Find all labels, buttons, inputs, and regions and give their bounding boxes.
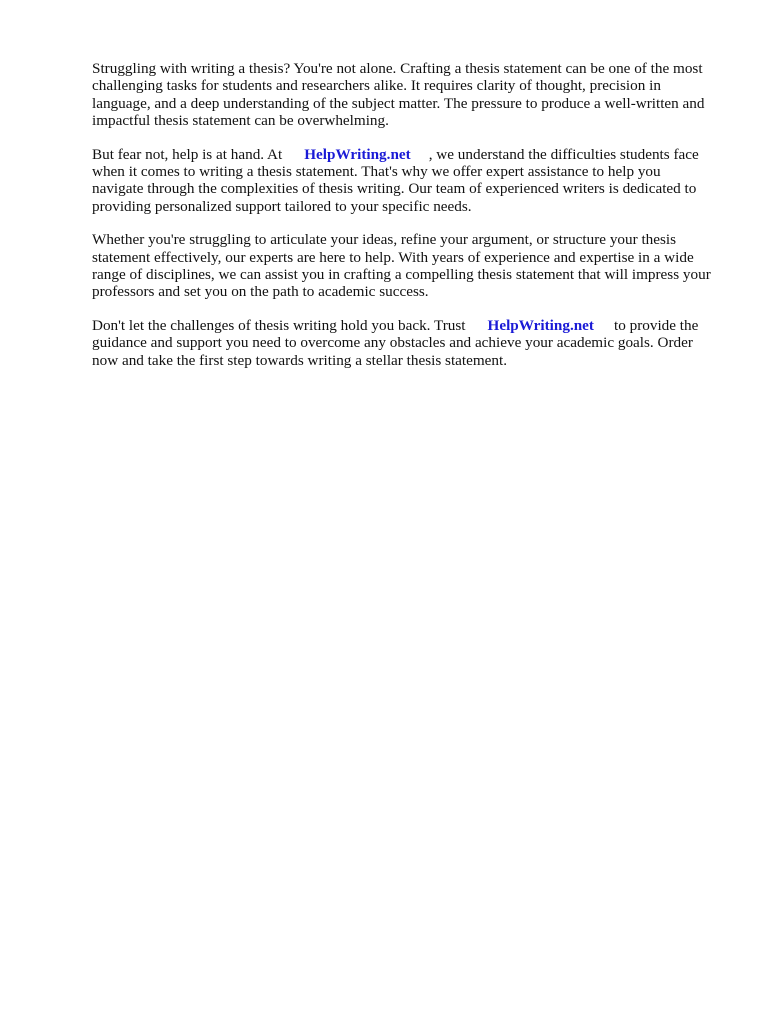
text-line: language, and a deep understanding of the subject matter. The pressure to produce a well-written and	[92, 94, 705, 112]
text-line	[92, 317, 732, 334]
text-line: statement effectively, our experts are here to help. With years of experience and expertise in a wide	[92, 248, 694, 266]
text-line: Struggling with writing a thesis? You're not alone. Crafting a thesis statement can be one of the most	[92, 60, 703, 77]
text-line: now and take the first step towards writing a stellar thesis statement.	[92, 351, 508, 369]
text-line: range of disciplines, we can assist you in crafting a compelling thesis statement that will impress your	[92, 266, 711, 284]
document-body	[92, 60, 732, 385]
paragraph-intro	[92, 60, 732, 130]
text-line: Whether you're struggling to articulate your ideas, refine your argument, or structure your thesis	[92, 231, 677, 249]
text-line: navigate through the complexities of thesis writing. Our team of experienced writers is dedicated to	[92, 180, 697, 198]
paragraph-call-to-action	[92, 317, 732, 369]
text-fragment: , we understand the difficulties students face	[428, 145, 699, 163]
text-fragment: Don't let the challenges of thesis writing hold you back. Trust	[92, 316, 466, 334]
text-line	[92, 146, 732, 163]
text-line: impactful thesis statement can be overwhelming.	[92, 112, 389, 130]
text-line: professors and set you on the path to academic success.	[92, 283, 429, 301]
text-line: guidance and support you need to overcome any obstacles and achieve your academic goals. Order	[92, 334, 693, 352]
text-line: when it comes to writing a thesis statement. That's why we offer expert assistance to help you	[92, 163, 661, 181]
helpwriting-link[interactable]: HelpWriting.net	[487, 316, 594, 334]
text-fragment: to provide the	[614, 316, 699, 334]
paragraph-help	[92, 146, 732, 216]
text-line: challenging tasks for students and researchers alike. It requires clarity of thought, precision in	[92, 77, 661, 95]
text-line: providing personalized support tailored to your specific needs.	[92, 197, 472, 215]
paragraph-experts	[92, 231, 732, 301]
helpwriting-link[interactable]: HelpWriting.net	[304, 145, 411, 163]
text-fragment: But fear not, help is at hand. At	[92, 145, 283, 163]
